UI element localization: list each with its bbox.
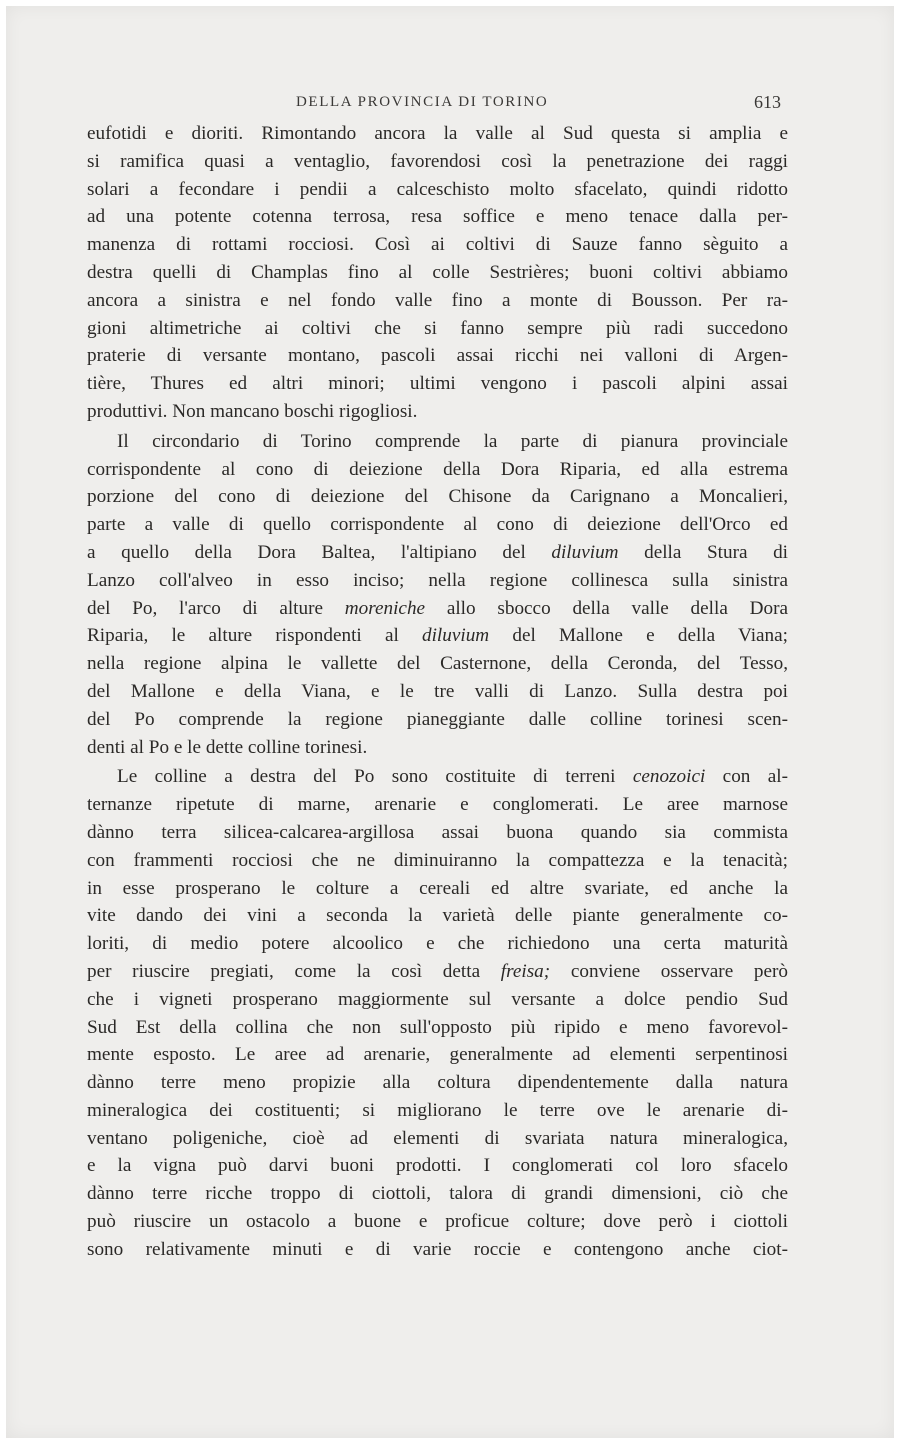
text-run: in esse prosperano le colture a cereali ed altre svariate, ed anche la (87, 877, 788, 899)
text-run: Il circondario di Torino comprende la parte di pianura provinciale (117, 430, 788, 452)
paragraph (87, 763, 788, 1263)
text-run: per riuscire pregiati, come la così detta (87, 960, 501, 982)
text-line (87, 259, 788, 287)
text-run: mineralogica dei costituenti; si migliorano le terre ove le arenarie di- (87, 1099, 788, 1121)
text-line (87, 958, 788, 986)
text-run: dànno terra silicea-calcarea-argillosa assai buona quando sia commista (87, 821, 788, 843)
text-line (87, 622, 788, 650)
text-line (87, 511, 788, 539)
text-run: del Po, l'arco di alture (87, 597, 345, 619)
text-line (87, 315, 788, 343)
text-line (87, 678, 788, 706)
text-line (87, 763, 788, 791)
text-line (87, 1069, 788, 1097)
text-run: ternanze ripetute di marne, arenarie e conglomerati. Le aree marnose (87, 794, 788, 816)
text-run: Lanzo coll'alveo in esso inciso; nella regione collinesca sulla sinistra (87, 569, 788, 591)
running-title: DELLA PROVINCIA DI TORINO (296, 94, 549, 110)
text-run: vite dando dei vini a seconda la varietà delle piante generalmente co- (87, 905, 788, 927)
text-line (87, 875, 788, 903)
text-line (87, 176, 788, 204)
text-line (87, 1208, 788, 1236)
text-line (87, 650, 788, 678)
text-run: e la vigna può darvi buoni prodotti. I conglomerati col loro sfacelo (87, 1155, 788, 1177)
body-text (87, 120, 788, 1264)
text-run: tière, Thures ed altri minori; ultimi vengono i pascoli alpini assai (87, 373, 788, 395)
text-line (87, 342, 788, 370)
text-run: loriti, di medio potere alcoolico e che richiedono una certa maturità (87, 933, 788, 955)
italic-term: freisa; (500, 960, 551, 982)
text-line (87, 398, 788, 426)
text-run: del Mallone e della Viana; (489, 625, 788, 647)
text-line (87, 370, 788, 398)
text-line (87, 1041, 788, 1069)
text-line (87, 847, 788, 875)
text-run: denti al Po e le dette colline torinesi. (87, 736, 368, 758)
text-line (87, 539, 788, 567)
text-line (87, 734, 788, 762)
text-line (87, 148, 788, 176)
text-run: può riuscire un ostacolo a buone e proficue colture; dove però i ciottoli (87, 1211, 788, 1233)
page-header (6, 92, 894, 116)
text-line (87, 595, 788, 623)
text-run: porzione del cono di deiezione del Chisone da Carignano a Moncalieri, (87, 486, 788, 508)
text-run: con al- (705, 766, 788, 788)
text-run: destra quelli di Champlas fino al colle Sestrières; buoni coltivi abbiamo (87, 261, 788, 283)
text-line (87, 819, 788, 847)
text-run: conviene osservare però (550, 960, 788, 982)
paragraph (87, 428, 788, 762)
book-page (6, 6, 894, 1438)
text-run: della Stura di (618, 541, 788, 563)
text-run: dànno terre meno propizie alla coltura dipendentemente dalla natura (87, 1072, 788, 1094)
text-line (87, 1014, 788, 1042)
text-line (87, 428, 788, 456)
text-line (87, 483, 788, 511)
italic-term: diluvium (422, 625, 490, 647)
text-run: a quello della Dora Baltea, l'altipiano del (87, 541, 552, 563)
text-line (87, 203, 788, 231)
text-run: allo sbocco della valle della Dora (425, 597, 788, 619)
text-run: sono relativamente minuti e di varie roccie e contengono anche ciot- (87, 1238, 788, 1260)
text-run: eufotidi e dioriti. Rimontando ancora la valle al Sud questa si amplia e (87, 123, 788, 144)
text-run: si ramifica quasi a ventaglio, favorendosi così la penetrazione dei raggi (87, 150, 788, 172)
text-line (87, 287, 788, 315)
text-line (87, 231, 788, 259)
text-line (87, 120, 788, 148)
text-run: ad una potente cotenna terrosa, resa soffice e meno tenace dalla per- (87, 206, 788, 228)
text-run: Sud Est della collina che non sull'opposto più ripido e meno favorevol- (87, 1016, 788, 1038)
text-run: del Po comprende la regione pianeggiante dalle colline torinesi scen- (87, 708, 788, 730)
italic-term: moreniche (344, 597, 426, 619)
text-line (87, 791, 788, 819)
text-line (87, 456, 788, 484)
text-run: ancora a sinistra e nel fondo valle fino a monte di Bousson. Per ra- (87, 289, 788, 311)
text-run: praterie di versante montano, pascoli assai ricchi nei valloni di Argen- (87, 345, 788, 367)
text-line (87, 1152, 788, 1180)
text-run: Riparia, le alture rispondenti al (87, 625, 422, 647)
text-run: parte a valle di quello corrispondente al cono di deiezione dell'Orco ed (87, 514, 788, 536)
text-line (87, 1097, 788, 1125)
text-line (87, 1236, 788, 1264)
text-run: gioni altimetriche ai coltivi che si fanno sempre più radi succedono (87, 317, 788, 339)
paragraph (87, 120, 788, 426)
text-line (87, 567, 788, 595)
text-run: che i vigneti prosperano maggiormente sul versante a dolce pendio Sud (87, 988, 788, 1010)
italic-term: diluvium (551, 541, 619, 563)
page-number: 613 (754, 92, 781, 112)
text-line (87, 930, 788, 958)
text-run: con frammenti rocciosi che ne diminuiranno la compattezza e la tenacità; (87, 849, 788, 871)
text-run: solari a fecondare i pendii a calceschisto molto sfacelato, quindi ridotto (87, 178, 788, 200)
text-run: produttivi. Non mancano boschi rigogliosi. (87, 400, 418, 422)
text-line (87, 902, 788, 930)
text-run: Le colline a destra del Po sono costituite di terreni (117, 766, 633, 788)
italic-term: cenozoici (632, 766, 706, 788)
text-line (87, 986, 788, 1014)
text-run: manenza di rottami rocciosi. Così ai coltivi di Sauze fanno sèguito a (87, 234, 788, 256)
text-run: ventano poligeniche, cioè ad elementi di svariata natura mineralogica, (87, 1127, 788, 1149)
text-line (87, 706, 788, 734)
text-line (87, 1125, 788, 1153)
text-run: nella regione alpina le vallette del Casternone, della Ceronda, del Tesso, (87, 653, 788, 675)
text-run: dànno terre ricche troppo di ciottoli, talora di grandi dimensioni, ciò che (87, 1183, 788, 1205)
text-run: mente esposto. Le aree ad arenarie, generalmente ad elementi serpentinosi (87, 1044, 788, 1066)
text-run: del Mallone e della Viana, e le tre valli di Lanzo. Sulla destra poi (87, 680, 788, 702)
text-run: corrispondente al cono di deiezione della Dora Riparia, ed alla estrema (87, 458, 788, 480)
text-line (87, 1180, 788, 1208)
